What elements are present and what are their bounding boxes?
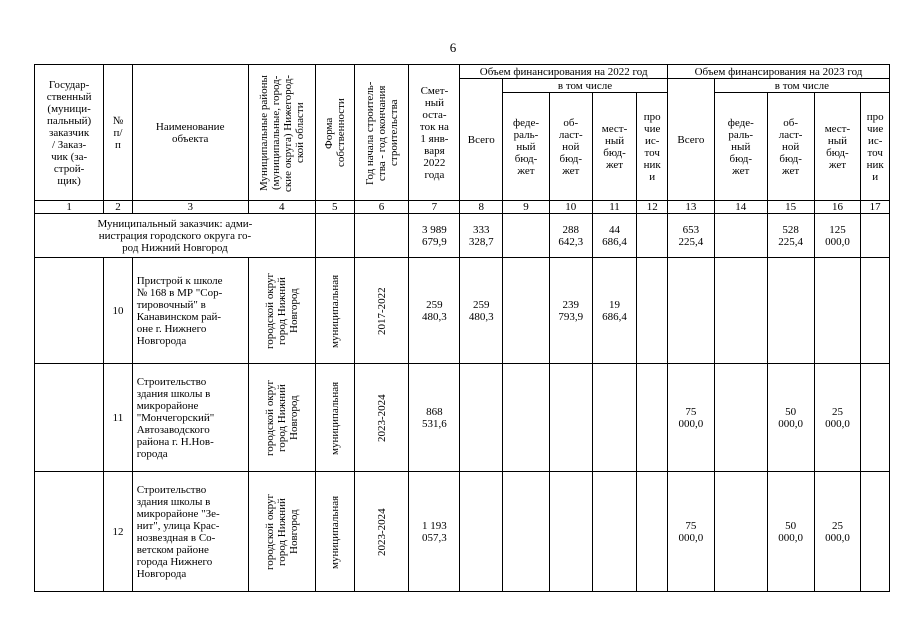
row-local-2023: 25 000,0 <box>814 364 861 472</box>
row-object-name: Строительство здания школы в микрорайоне "Зе- нит", улица Крас- нозвездная в Со- ветском районе города Нижнего Новгорода <box>132 472 248 592</box>
group-other-2023 <box>861 214 890 258</box>
col-number: 12 <box>637 201 668 214</box>
row-years: 2023-2024 <box>354 364 409 472</box>
col-number: 14 <box>714 201 767 214</box>
header-federal-2023: феде- раль- ный бюд- жет <box>714 93 767 201</box>
group-years <box>354 214 409 258</box>
row-regional-2023: 50 000,0 <box>767 472 814 592</box>
row-object-name: Строительство здания школы в микрорайоне "Мончегорский" Автозаводского района г. Н.Нов- города <box>132 364 248 472</box>
header-including-2022: в том числе <box>503 79 668 93</box>
row-total-2023 <box>667 258 714 364</box>
row-num: 10 <box>104 258 132 364</box>
row-ownership: муниципальная <box>315 364 354 472</box>
page-number: 6 <box>449 40 457 55</box>
row-num: 11 <box>104 364 132 472</box>
header-ownership: Форма собственности <box>315 65 354 201</box>
col-number: 13 <box>667 201 714 214</box>
table-row <box>35 364 890 472</box>
header-fin-2022: Объем финансирования на 2022 год <box>460 65 668 79</box>
row-district: городской округ город Нижний Новгород <box>248 258 315 364</box>
row-other-2022 <box>637 472 668 592</box>
row-other-2023 <box>861 472 890 592</box>
row-other-2023 <box>861 258 890 364</box>
table-row <box>35 472 890 592</box>
row-ownership: муниципальная <box>315 472 354 592</box>
row-years: 2017-2022 <box>354 258 409 364</box>
header-local-2022: мест- ный бюд- жет <box>592 93 637 201</box>
row-other-2022 <box>637 364 668 472</box>
row-local-2022: 19 686,4 <box>592 258 637 364</box>
row-federal-2023 <box>714 364 767 472</box>
header-total-2022: Всего <box>460 79 503 201</box>
header-num: № п/ п <box>104 65 132 201</box>
group-federal-2022 <box>503 214 550 258</box>
header-years: Год начала строитель- ства - год окончания строительства <box>354 65 409 201</box>
row-ownership: муниципальная <box>315 258 354 364</box>
header-local-2023: мест- ный бюд- жет <box>814 93 861 201</box>
group-ownership <box>315 214 354 258</box>
row-estimate: 868 531,6 <box>409 364 460 472</box>
header-total-2023: Всего <box>667 79 714 201</box>
header-customer: Государ- ственный (муници- пальный) заказчик / Заказ- чик (за- строй- щик) <box>35 65 104 201</box>
row-regional-2022: 239 793,9 <box>549 258 592 364</box>
row-customer <box>35 364 104 472</box>
row-regional-2023: 50 000,0 <box>767 364 814 472</box>
col-number: 4 <box>248 201 315 214</box>
header-federal-2022: феде- раль- ный бюд- жет <box>503 93 550 201</box>
header-regional-2023: об- ласт- ной бюд- жет <box>767 93 814 201</box>
row-district: городской округ город Нижний Новгород <box>248 364 315 472</box>
row-local-2022 <box>592 472 637 592</box>
group-estimate: 3 989 679,9 <box>409 214 460 258</box>
group-local-2023: 125 000,0 <box>814 214 861 258</box>
group-federal-2023 <box>714 214 767 258</box>
row-federal-2023 <box>714 258 767 364</box>
group-local-2022: 44 686,4 <box>592 214 637 258</box>
row-total-2023: 75 000,0 <box>667 364 714 472</box>
group-regional-2022: 288 642,3 <box>549 214 592 258</box>
row-local-2022 <box>592 364 637 472</box>
col-number: 6 <box>354 201 409 214</box>
col-number: 8 <box>460 201 503 214</box>
row-federal-2022 <box>503 364 550 472</box>
row-customer <box>35 258 104 364</box>
col-number: 7 <box>409 201 460 214</box>
row-other-2022 <box>637 258 668 364</box>
row-regional-2022 <box>549 364 592 472</box>
row-total-2022: 259 480,3 <box>460 258 503 364</box>
col-number: 17 <box>861 201 890 214</box>
row-regional-2022 <box>549 472 592 592</box>
header-fin-2023: Объем финансирования на 2023 год <box>667 65 889 79</box>
group-regional-2023: 528 225,4 <box>767 214 814 258</box>
header-including-2023: в том числе <box>714 79 889 93</box>
header-regional-2022: об- ласт- ной бюд- жет <box>549 93 592 201</box>
row-regional-2023 <box>767 258 814 364</box>
row-total-2022 <box>460 364 503 472</box>
header-estimate: Смет- ный оста- ток на 1 янв- варя 2022 года <box>409 65 460 201</box>
group-other-2022 <box>637 214 668 258</box>
table-row <box>35 258 890 364</box>
column-number-row <box>35 201 890 214</box>
row-years: 2023-2024 <box>354 472 409 592</box>
group-total-2022: 333 328,7 <box>460 214 503 258</box>
col-number: 11 <box>592 201 637 214</box>
group-customer-label: Муниципальный заказчик: адми- нистрация городского округа го- род Нижний Новгород <box>35 214 316 258</box>
header-other-2022: про чие ис- точ ник и <box>637 93 668 201</box>
col-number: 1 <box>35 201 104 214</box>
row-estimate: 259 480,3 <box>409 258 460 364</box>
row-district: городской округ город Нижний Новгород <box>248 472 315 592</box>
header-districts: Муниципальные районы (муниципальные, город- ские округа) Нижегород- ской области <box>248 65 315 201</box>
col-number: 16 <box>814 201 861 214</box>
group-total-2023: 653 225,4 <box>667 214 714 258</box>
row-local-2023: 25 000,0 <box>814 472 861 592</box>
row-local-2023 <box>814 258 861 364</box>
row-federal-2023 <box>714 472 767 592</box>
row-federal-2022 <box>503 258 550 364</box>
col-number: 2 <box>104 201 132 214</box>
group-row <box>35 214 890 258</box>
col-number: 5 <box>315 201 354 214</box>
row-customer <box>35 472 104 592</box>
row-num: 12 <box>104 472 132 592</box>
investment-table <box>34 64 890 592</box>
row-object-name: Пристрой к школе № 168 в МР "Сор- тировочный" в Канавинском рай- оне г. Нижнего Новгорода <box>132 258 248 364</box>
row-other-2023 <box>861 364 890 472</box>
col-number: 9 <box>503 201 550 214</box>
row-federal-2022 <box>503 472 550 592</box>
row-total-2022 <box>460 472 503 592</box>
col-number: 15 <box>767 201 814 214</box>
header-other-2023: про чие ис- точ ник и <box>861 93 890 201</box>
header-object-name: Наименование объекта <box>132 65 248 201</box>
col-number: 3 <box>132 201 248 214</box>
row-total-2023: 75 000,0 <box>667 472 714 592</box>
col-number: 10 <box>549 201 592 214</box>
row-estimate: 1 193 057,3 <box>409 472 460 592</box>
